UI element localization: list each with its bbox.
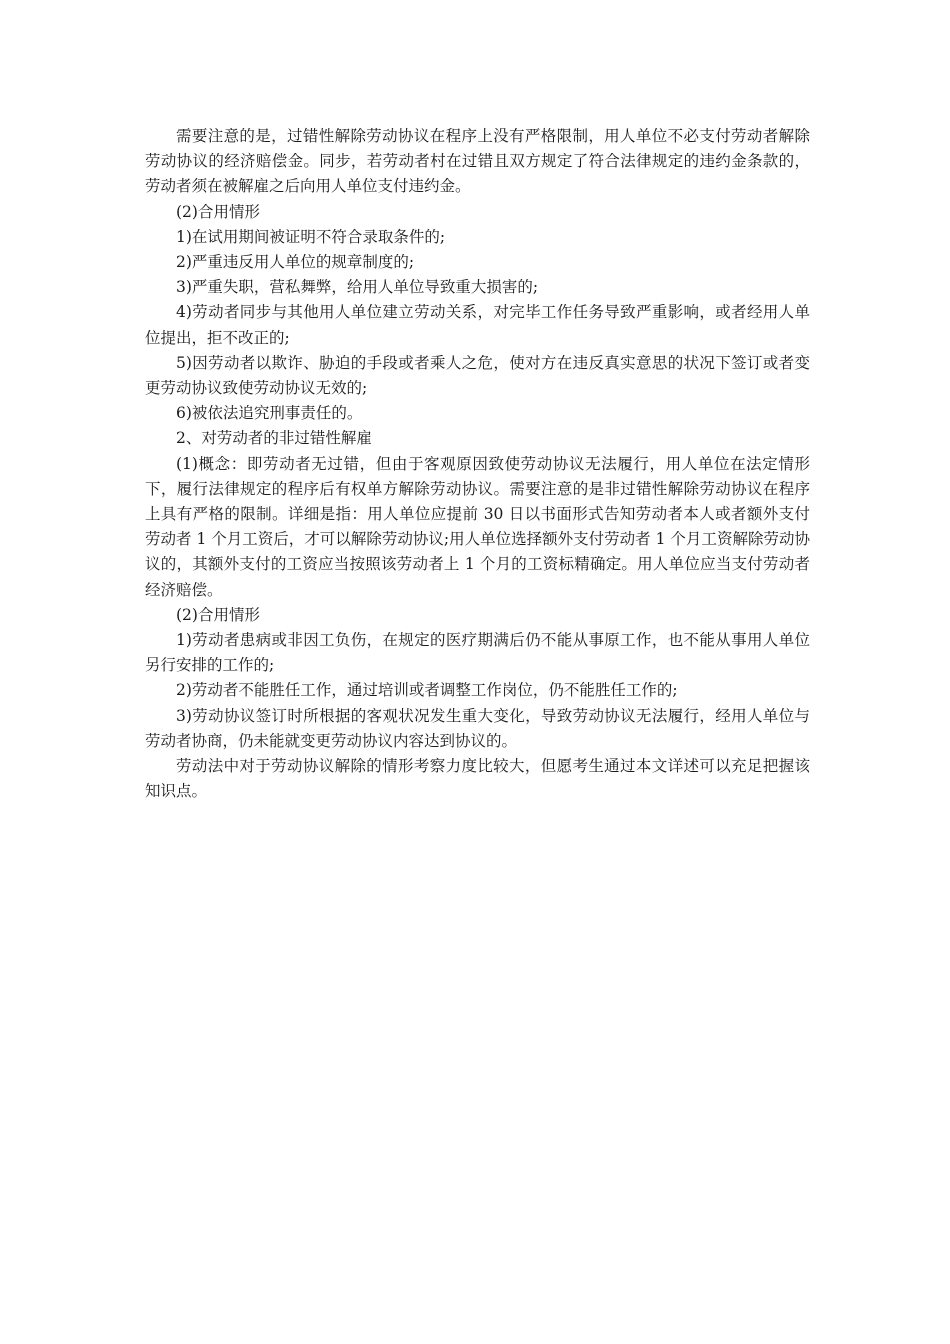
list-item-dual-employment: 4)劳动者同步与其他用人单位建立劳动关系，对完毕工作任务导致严重影响，或者经用人单位提出，拒不改正的; xyxy=(145,303,810,347)
document-body xyxy=(145,124,810,804)
list-item-circumstance-change: 3)劳动协议签订时所根据的客观状况发生重大变化，导致劳动协议无法履行，经用人单位与劳动者协商，仍未能就变更劳动协议内容达到协议的。 xyxy=(145,706,810,750)
list-item-incompetence: 2)劳动者不能胜任工作，通过培训或者调整工作岗位，仍不能胜任工作的; xyxy=(176,681,678,700)
list-item-criminal: 6)被依法追究刑事责任的。 xyxy=(176,404,363,423)
list-item-fraud: 5)因劳动者以欺诈、胁迫的手段或者乘人之危，使对方在违反真实意思的状况下签订或者变更劳动协议致使劳动协议无效的; xyxy=(145,353,810,398)
heading-applicable-situations-1: (2)合用情形 xyxy=(176,202,260,221)
heading-applicable-situations-2: (2)合用情形 xyxy=(176,605,260,624)
list-item-illness: 1)劳动者患病或非因工负伤，在规定的医疗期满后仍不能从事原工作，也不能从事用人单位另行安排的工作的; xyxy=(145,631,810,675)
paragraph-note-fault-dismissal: 需要注意的是，过错性解除劳动协议在程序上没有严格限制，用人单位不必支付劳动者解除劳动协议的经济赔偿金。同步，若劳动者村在过错且双方规定了符合法律规定的违约金条款的，劳动者须在被解雇之后向用人单位支付违约金。 xyxy=(145,127,810,196)
section-heading-non-fault-dismissal: 2、对劳动者的非过错性解雇 xyxy=(176,429,372,448)
list-item-rules-violation: 2)严重违反用人单位的规章制度的; xyxy=(176,253,415,272)
paragraph-concept: (1)概念：即劳动者无过错，但由于客观原因致使劳动协议无法履行，用人单位在法定情形下，履行法律规定的程序后有权单方解除劳动协议。需要注意的是非过错性解除劳动协议在程序上具有严格的限制。详细是指：用人单位应提前 30 日以书面形式告知劳动者本人或者额外支付劳动者 1 个月工资后，才可以解除劳动协议;用人单位选择额外支付劳动者 1 个月工资解除劳动协议的，其额外支付的工资应当按照该劳动者上 1 个月的工资标精确定。用人单位应当支付劳动者经济赔偿。 xyxy=(145,454,810,599)
paragraph-conclusion: 劳动法中对于劳动协议解除的情形考察力度比较大，但愿考生通过本文详述可以充足把握该知识点。 xyxy=(145,757,810,801)
list-item-probation: 1)在试用期间被证明不符合录取条件的; xyxy=(176,227,446,246)
list-item-dereliction: 3)严重失职，营私舞弊，给用人单位导致重大损害的; xyxy=(176,278,539,297)
